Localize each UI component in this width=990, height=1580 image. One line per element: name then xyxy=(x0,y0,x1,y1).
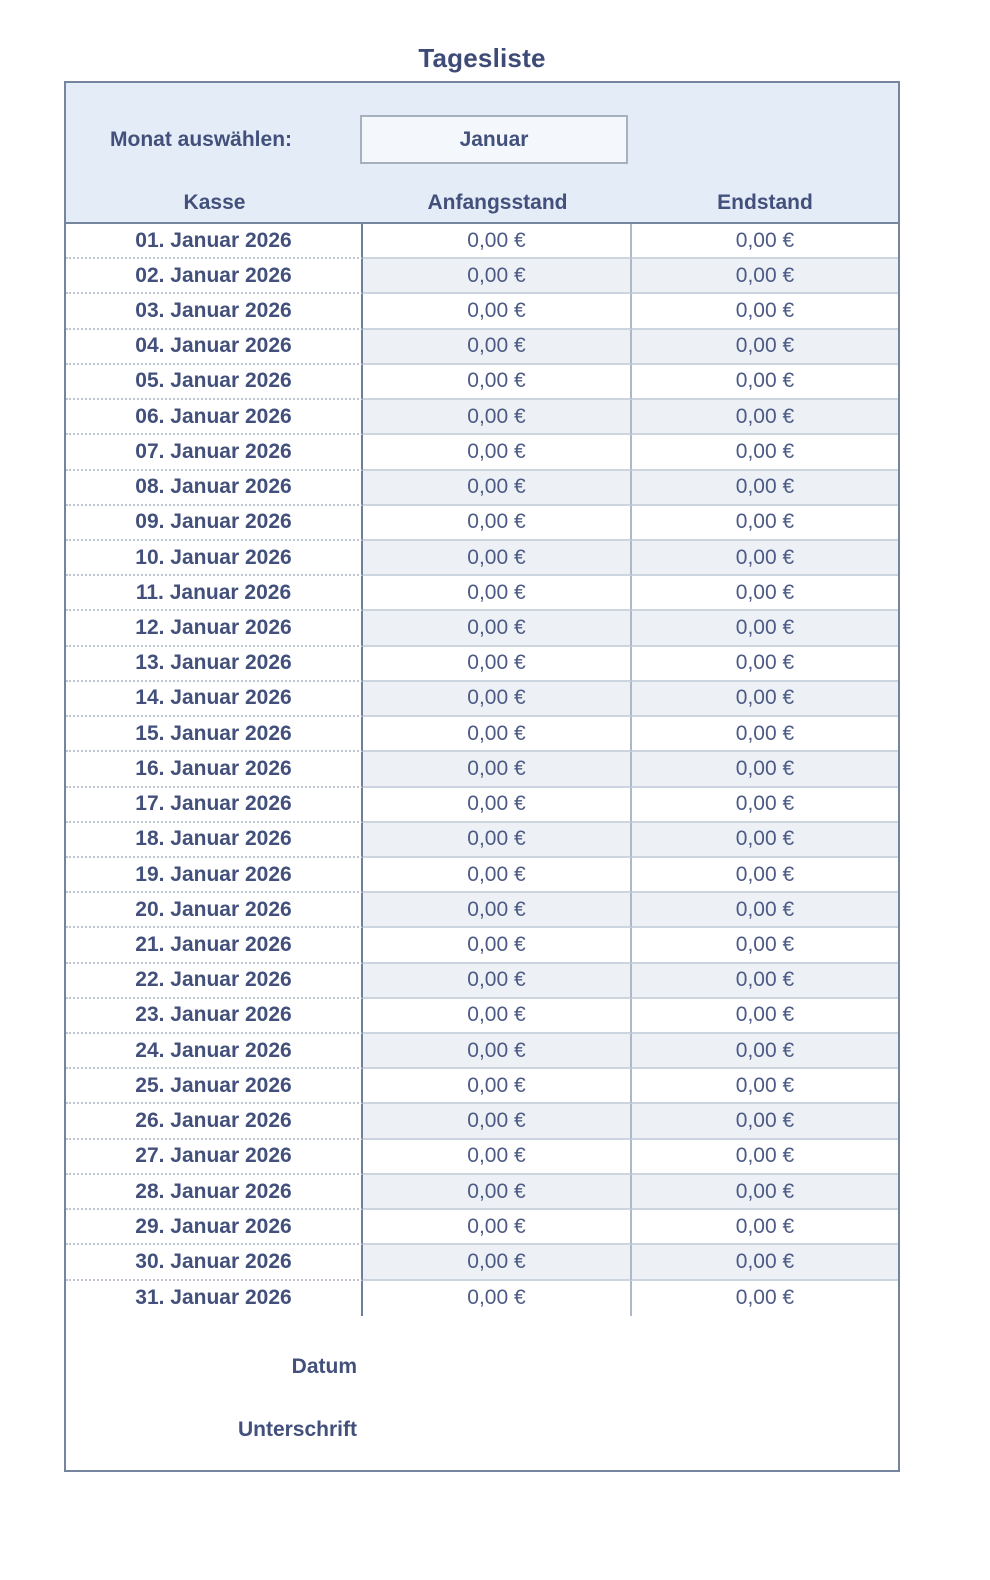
date-cell: 24. Januar 2026 xyxy=(66,1034,363,1069)
endstand-cell[interactable]: 0,00 € xyxy=(632,858,898,893)
endstand-cell[interactable]: 0,00 € xyxy=(632,788,898,823)
anfangsstand-cell[interactable]: 0,00 € xyxy=(363,964,632,999)
date-cell: 01. Januar 2026 xyxy=(66,224,363,259)
endstand-cell[interactable]: 0,00 € xyxy=(632,576,898,611)
table-row xyxy=(66,823,898,858)
anfangsstand-cell[interactable]: 0,00 € xyxy=(363,611,632,646)
endstand-cell[interactable]: 0,00 € xyxy=(632,999,898,1034)
anfangsstand-cell[interactable]: 0,00 € xyxy=(363,999,632,1034)
table-row xyxy=(66,788,898,823)
table-row xyxy=(66,1281,898,1316)
endstand-cell[interactable]: 0,00 € xyxy=(632,400,898,435)
date-cell: 15. Januar 2026 xyxy=(66,717,363,752)
table-row xyxy=(66,1245,898,1280)
anfangsstand-cell[interactable]: 0,00 € xyxy=(363,647,632,682)
table-row xyxy=(66,999,898,1034)
table-row xyxy=(66,1140,898,1175)
date-cell: 02. Januar 2026 xyxy=(66,259,363,294)
column-header-kasse: Kasse xyxy=(183,191,246,214)
anfangsstand-cell[interactable]: 0,00 € xyxy=(363,224,632,259)
endstand-cell[interactable]: 0,00 € xyxy=(632,928,898,963)
anfangsstand-cell[interactable]: 0,00 € xyxy=(363,435,632,470)
anfangsstand-cell[interactable]: 0,00 € xyxy=(363,1034,632,1069)
table-row xyxy=(66,435,898,470)
table-row xyxy=(66,752,898,787)
anfangsstand-cell[interactable]: 0,00 € xyxy=(363,1069,632,1104)
anfangsstand-cell[interactable]: 0,00 € xyxy=(363,471,632,506)
date-cell: 17. Januar 2026 xyxy=(66,788,363,823)
endstand-cell[interactable]: 0,00 € xyxy=(632,259,898,294)
table-row xyxy=(66,717,898,752)
tagesliste-sheet xyxy=(64,81,900,1472)
endstand-cell[interactable]: 0,00 € xyxy=(632,611,898,646)
date-cell: 28. Januar 2026 xyxy=(66,1175,363,1210)
sheet-header xyxy=(66,83,898,224)
date-cell: 23. Januar 2026 xyxy=(66,999,363,1034)
endstand-cell[interactable]: 0,00 € xyxy=(632,1140,898,1175)
date-cell: 05. Januar 2026 xyxy=(66,365,363,400)
table-row xyxy=(66,893,898,928)
table-row xyxy=(66,1175,898,1210)
date-cell: 11. Januar 2026 xyxy=(66,576,363,611)
anfangsstand-cell[interactable]: 0,00 € xyxy=(363,823,632,858)
table-row xyxy=(66,682,898,717)
table-row xyxy=(66,541,898,576)
date-cell: 09. Januar 2026 xyxy=(66,506,363,541)
anfangsstand-cell[interactable]: 0,00 € xyxy=(363,541,632,576)
endstand-cell[interactable]: 0,00 € xyxy=(632,471,898,506)
endstand-cell[interactable]: 0,00 € xyxy=(632,964,898,999)
anfangsstand-cell[interactable]: 0,00 € xyxy=(363,1104,632,1139)
anfangsstand-cell[interactable]: 0,00 € xyxy=(363,788,632,823)
endstand-cell[interactable]: 0,00 € xyxy=(632,330,898,365)
column-header-anfangsstand: Anfangsstand xyxy=(427,191,568,214)
date-cell: 04. Januar 2026 xyxy=(66,330,363,365)
anfangsstand-cell[interactable]: 0,00 € xyxy=(363,893,632,928)
date-cell: 29. Januar 2026 xyxy=(66,1210,363,1245)
anfangsstand-cell[interactable]: 0,00 € xyxy=(363,294,632,329)
table-row xyxy=(66,1034,898,1069)
table-row xyxy=(66,224,898,259)
anfangsstand-cell[interactable]: 0,00 € xyxy=(363,330,632,365)
endstand-cell[interactable]: 0,00 € xyxy=(632,682,898,717)
endstand-cell[interactable]: 0,00 € xyxy=(632,294,898,329)
column-header-row xyxy=(66,191,898,215)
page-title: Tagesliste xyxy=(418,43,546,73)
anfangsstand-cell[interactable]: 0,00 € xyxy=(363,928,632,963)
endstand-cell[interactable]: 0,00 € xyxy=(632,1245,898,1280)
endstand-cell[interactable]: 0,00 € xyxy=(632,541,898,576)
table-row xyxy=(66,964,898,999)
unterschrift-label: Unterschrift xyxy=(237,1418,357,1441)
anfangsstand-cell[interactable]: 0,00 € xyxy=(363,752,632,787)
anfangsstand-cell[interactable]: 0,00 € xyxy=(363,1175,632,1210)
date-cell: 07. Januar 2026 xyxy=(66,435,363,470)
table-row xyxy=(66,365,898,400)
table-row xyxy=(66,647,898,682)
table-row xyxy=(66,611,898,646)
date-cell: 18. Januar 2026 xyxy=(66,823,363,858)
date-cell: 21. Januar 2026 xyxy=(66,928,363,963)
table-row xyxy=(66,330,898,365)
endstand-cell[interactable]: 0,00 € xyxy=(632,647,898,682)
table-row xyxy=(66,858,898,893)
date-cell: 16. Januar 2026 xyxy=(66,752,363,787)
table-row xyxy=(66,576,898,611)
endstand-cell[interactable]: 0,00 € xyxy=(632,1069,898,1104)
anfangsstand-cell[interactable]: 0,00 € xyxy=(363,1140,632,1175)
table-row xyxy=(66,1069,898,1104)
date-cell: 14. Januar 2026 xyxy=(66,682,363,717)
anfangsstand-cell[interactable]: 0,00 € xyxy=(363,400,632,435)
date-cell: 10. Januar 2026 xyxy=(66,541,363,576)
endstand-cell[interactable]: 0,00 € xyxy=(632,1034,898,1069)
endstand-cell[interactable]: 0,00 € xyxy=(632,224,898,259)
endstand-cell[interactable]: 0,00 € xyxy=(632,1281,898,1316)
anfangsstand-cell[interactable]: 0,00 € xyxy=(363,506,632,541)
date-cell: 22. Januar 2026 xyxy=(66,964,363,999)
date-cell: 08. Januar 2026 xyxy=(66,471,363,506)
column-header-endstand: Endstand xyxy=(717,191,813,214)
table-row xyxy=(66,400,898,435)
date-cell: 31. Januar 2026 xyxy=(66,1281,363,1316)
anfangsstand-cell[interactable]: 0,00 € xyxy=(363,858,632,893)
endstand-cell[interactable]: 0,00 € xyxy=(632,1104,898,1139)
endstand-cell[interactable]: 0,00 € xyxy=(632,365,898,400)
endstand-cell[interactable]: 0,00 € xyxy=(632,823,898,858)
table-row xyxy=(66,294,898,329)
table-row xyxy=(66,928,898,963)
endstand-cell[interactable]: 0,00 € xyxy=(632,506,898,541)
date-cell: 25. Januar 2026 xyxy=(66,1069,363,1104)
date-cell: 03. Januar 2026 xyxy=(66,294,363,329)
date-cell: 26. Januar 2026 xyxy=(66,1104,363,1139)
table-row xyxy=(66,1104,898,1139)
endstand-cell[interactable]: 0,00 € xyxy=(632,752,898,787)
table-row xyxy=(66,1210,898,1245)
date-cell: 27. Januar 2026 xyxy=(66,1140,363,1175)
endstand-cell[interactable]: 0,00 € xyxy=(632,1210,898,1245)
endstand-cell[interactable]: 0,00 € xyxy=(632,1175,898,1210)
date-cell: 12. Januar 2026 xyxy=(66,611,363,646)
table-row xyxy=(66,506,898,541)
anfangsstand-cell[interactable]: 0,00 € xyxy=(363,1281,632,1316)
anfangsstand-cell[interactable]: 0,00 € xyxy=(363,717,632,752)
anfangsstand-cell[interactable]: 0,00 € xyxy=(363,1245,632,1280)
anfangsstand-cell[interactable]: 0,00 € xyxy=(363,365,632,400)
endstand-cell[interactable]: 0,00 € xyxy=(632,435,898,470)
month-select-field[interactable]: Januar xyxy=(360,115,628,164)
date-cell: 19. Januar 2026 xyxy=(66,858,363,893)
day-rows xyxy=(66,224,898,1316)
anfangsstand-cell[interactable]: 0,00 € xyxy=(363,1210,632,1245)
sheet-footer xyxy=(66,1316,898,1470)
date-cell: 06. Januar 2026 xyxy=(66,400,363,435)
month-select-label: Monat auswählen: xyxy=(110,128,293,151)
anfangsstand-cell[interactable]: 0,00 € xyxy=(363,576,632,611)
table-row xyxy=(66,471,898,506)
date-cell: 13. Januar 2026 xyxy=(66,647,363,682)
endstand-cell[interactable]: 0,00 € xyxy=(632,893,898,928)
table-row xyxy=(66,259,898,294)
endstand-cell[interactable]: 0,00 € xyxy=(632,717,898,752)
date-cell: 30. Januar 2026 xyxy=(66,1245,363,1280)
date-cell: 20. Januar 2026 xyxy=(66,893,363,928)
anfangsstand-cell[interactable]: 0,00 € xyxy=(363,259,632,294)
anfangsstand-cell[interactable]: 0,00 € xyxy=(363,682,632,717)
datum-label: Datum xyxy=(291,1355,357,1378)
